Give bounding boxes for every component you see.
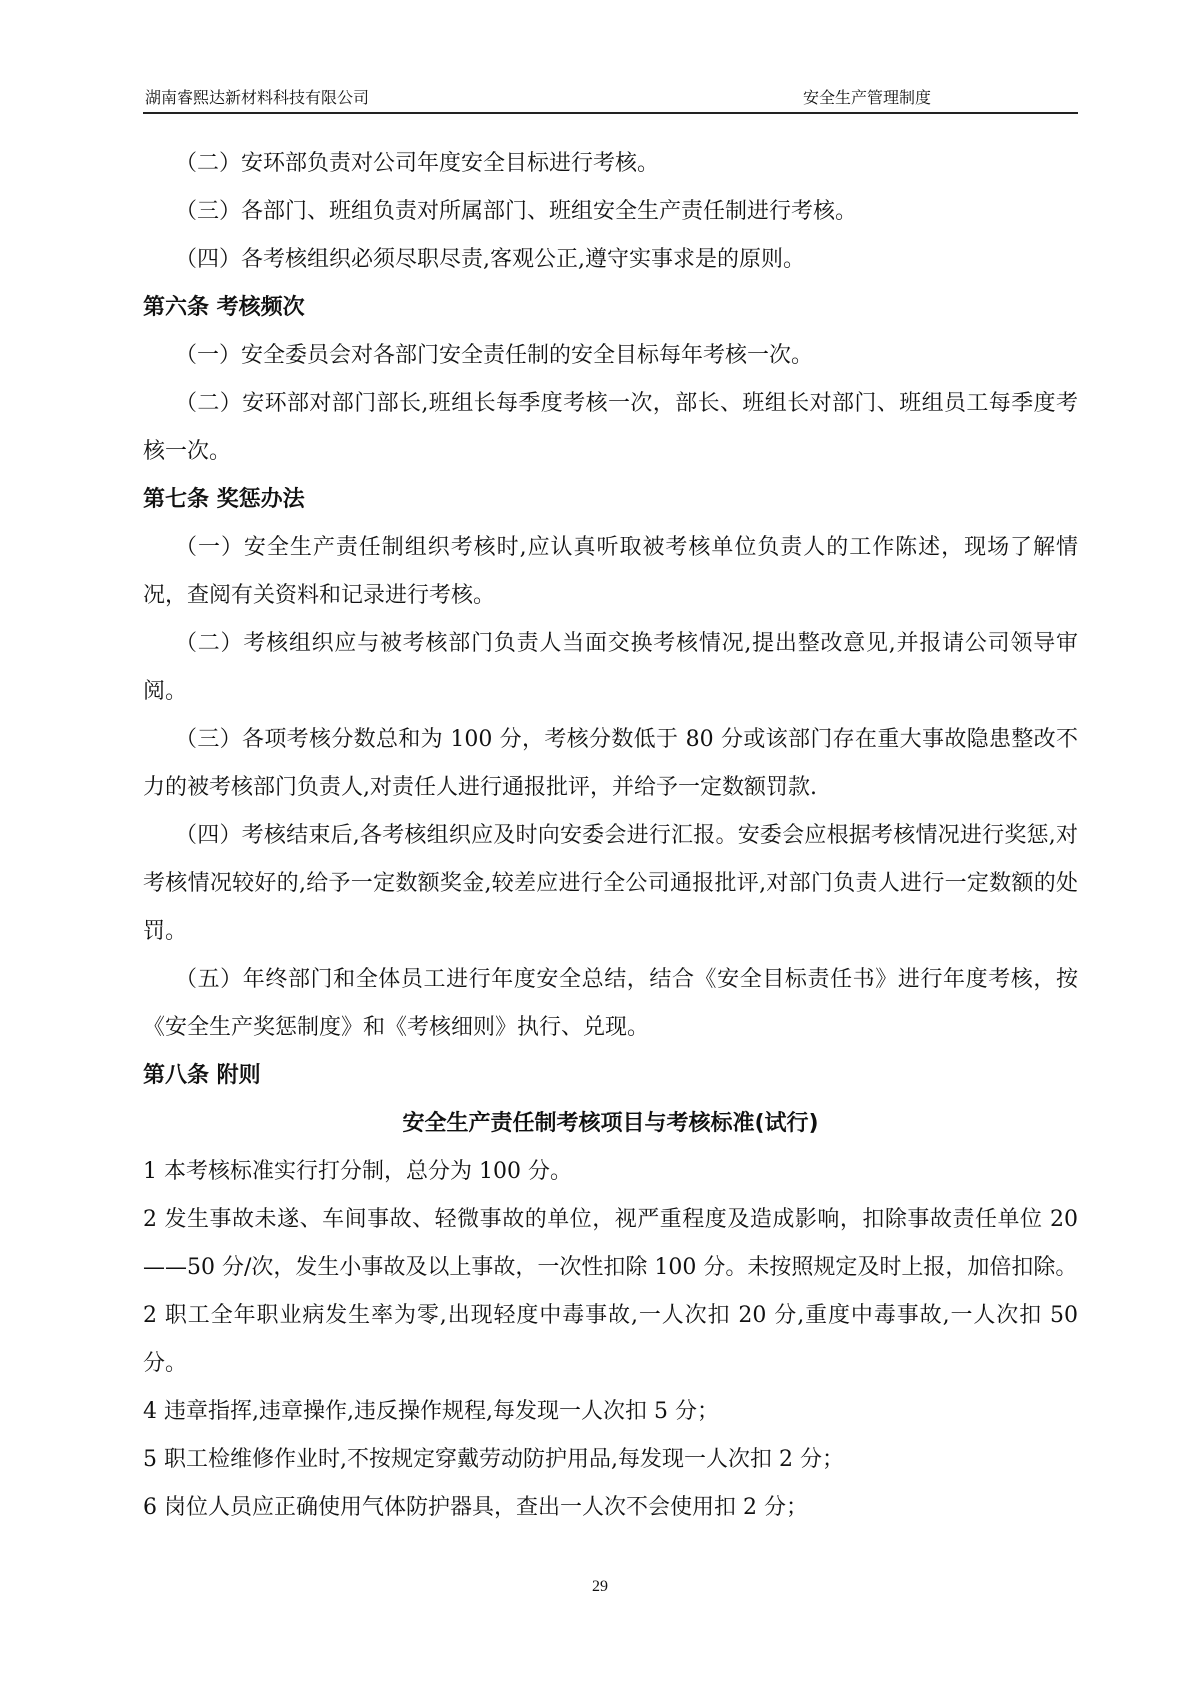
article-heading: 第七条 奖惩办法 bbox=[143, 487, 305, 512]
paragraph: （三）各项考核分数总和为 100 分，考核分数低于 80 分或该部门存在重大事故隐患整改不力的被考核部门负责人,对责任人进行通报批评，并给予一定数额罚款. bbox=[143, 727, 1078, 800]
paragraph: 4 违章指挥,违章操作,违反操作规程,每发现一人次扣 5 分； bbox=[143, 1399, 719, 1424]
header-company: 湖南睿熙达新材料科技有限公司 bbox=[145, 88, 370, 107]
paragraph: （二）安环部对部门部长,班组长每季度考核一次，部长、班组长对部门、班组员工每季度考核一次。 bbox=[143, 391, 1078, 464]
article-heading: 第八条 附则 bbox=[143, 1063, 261, 1088]
page-body bbox=[143, 140, 1078, 1532]
paragraph: 1 本考核标准实行打分制，总分为 100 分。 bbox=[143, 1159, 572, 1184]
page-header bbox=[143, 84, 1078, 114]
paragraph: 6 岗位人员应正确使用气体防护器具，查出一人次不会使用扣 2 分； bbox=[143, 1495, 808, 1520]
paragraph: （五）年终部门和全体员工进行年度安全总结，结合《安全目标责任书》进行年度考核，按《安全生产奖惩制度》和《考核细则》执行、兑现。 bbox=[143, 967, 1078, 1040]
paragraph: （一）安全委员会对各部门安全责任制的安全目标每年考核一次。 bbox=[175, 343, 814, 368]
paragraph: （四）考核结束后,各考核组织应及时向安委会进行汇报。安委会应根据考核情况进行奖惩,对考核情况较好的,给予一定数额奖金,较差应进行全公司通报批评,对部门负责人进行一定数额的处罚。 bbox=[143, 823, 1078, 944]
paragraph: （二）安环部负责对公司年度安全目标进行考核。 bbox=[175, 151, 660, 176]
paragraph: （二）考核组织应与被考核部门负责人当面交换考核情况,提出整改意见,并报请公司领导审阅。 bbox=[143, 631, 1078, 704]
header-doc-title: 安全生产管理制度 bbox=[803, 88, 932, 107]
paragraph: 2 职工全年职业病发生率为零,出现轻度中毒事故,一人次扣 20 分,重度中毒事故,一人次扣 50 分。 bbox=[143, 1303, 1078, 1376]
article-heading: 第六条 考核频次 bbox=[143, 295, 305, 320]
page-number: 29 bbox=[592, 1578, 608, 1595]
paragraph: （三）各部门、班组负责对所属部门、班组安全生产责任制进行考核。 bbox=[175, 199, 858, 224]
section-subtitle: 安全生产责任制考核项目与考核标准(试行) bbox=[402, 1111, 819, 1136]
paragraph: 2 发生事故未遂、车间事故、轻微事故的单位，视严重程度及造成影响，扣除事故责任单位 20——50 分/次，发生小事故及以上事故，一次性扣除 100 分。未按照规定及时上报，加倍扣除。 bbox=[143, 1207, 1078, 1280]
paragraph: 5 职工检维修作业时,不按规定穿戴劳动防护用品,每发现一人次扣 2 分； bbox=[143, 1447, 844, 1472]
paragraph: （一）安全生产责任制组织考核时,应认真听取被考核单位负责人的工作陈述，现场了解情况，查阅有关资料和记录进行考核。 bbox=[143, 535, 1078, 608]
paragraph: （四）各考核组织必须尽职尽责,客观公正,遵守实事求是的原则。 bbox=[175, 247, 805, 272]
